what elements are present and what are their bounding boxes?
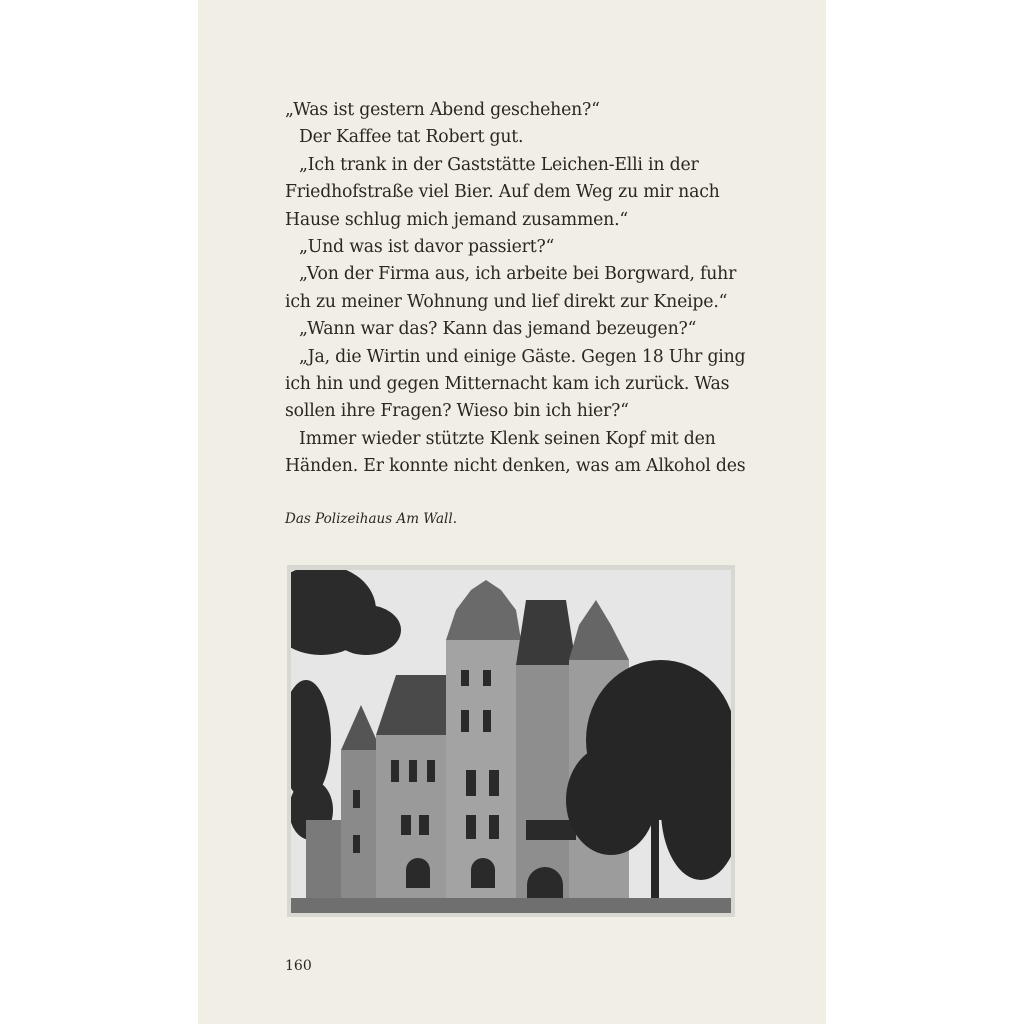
text-line: Händen. Er konnte nicht denken, was am Alkohol des (285, 456, 746, 477)
building-illustration (291, 570, 731, 913)
text-line: „Und was ist davor passiert?“ (299, 237, 555, 258)
text-line: ich zu meiner Wohnung und lief direkt zur Kneipe.“ (285, 291, 728, 312)
book-page (198, 0, 826, 1024)
building-photo (291, 570, 731, 913)
text-line: „Was ist gestern Abend geschehen?“ (285, 100, 600, 120)
text-line: „Wann war das? Kann das jemand bezeugen?“ (299, 319, 697, 340)
body-text (285, 97, 745, 481)
text-line: „Ich trank in der Gaststätte Leichen-Elli in der (299, 154, 699, 175)
text-line: Friedhofstraße viel Bier. Auf dem Weg zu mir nach (285, 182, 720, 203)
page-number: 160 (285, 958, 312, 974)
text-line: „Ja, die Wirtin und einige Gäste. Gegen 18 Uhr ging (299, 346, 746, 367)
text-line: ich hin und gegen Mitternacht kam ich zurück. Was (285, 374, 730, 395)
text-line: Immer wieder stützte Klenk seinen Kopf mit den (299, 428, 716, 449)
text-line: „Von der Firma aus, ich arbeite bei Borgward, fuhr (299, 264, 737, 285)
text-line: Der Kaffee tat Robert gut. (299, 127, 524, 148)
text-line: sollen ihre Fragen? Wieso bin ich hier?“ (285, 401, 629, 422)
text-line: Hause schlug mich jemand zusammen.“ (285, 209, 629, 230)
figure-caption: Das Polizeihaus Am Wall. (285, 511, 457, 527)
photo-frame (287, 565, 735, 917)
